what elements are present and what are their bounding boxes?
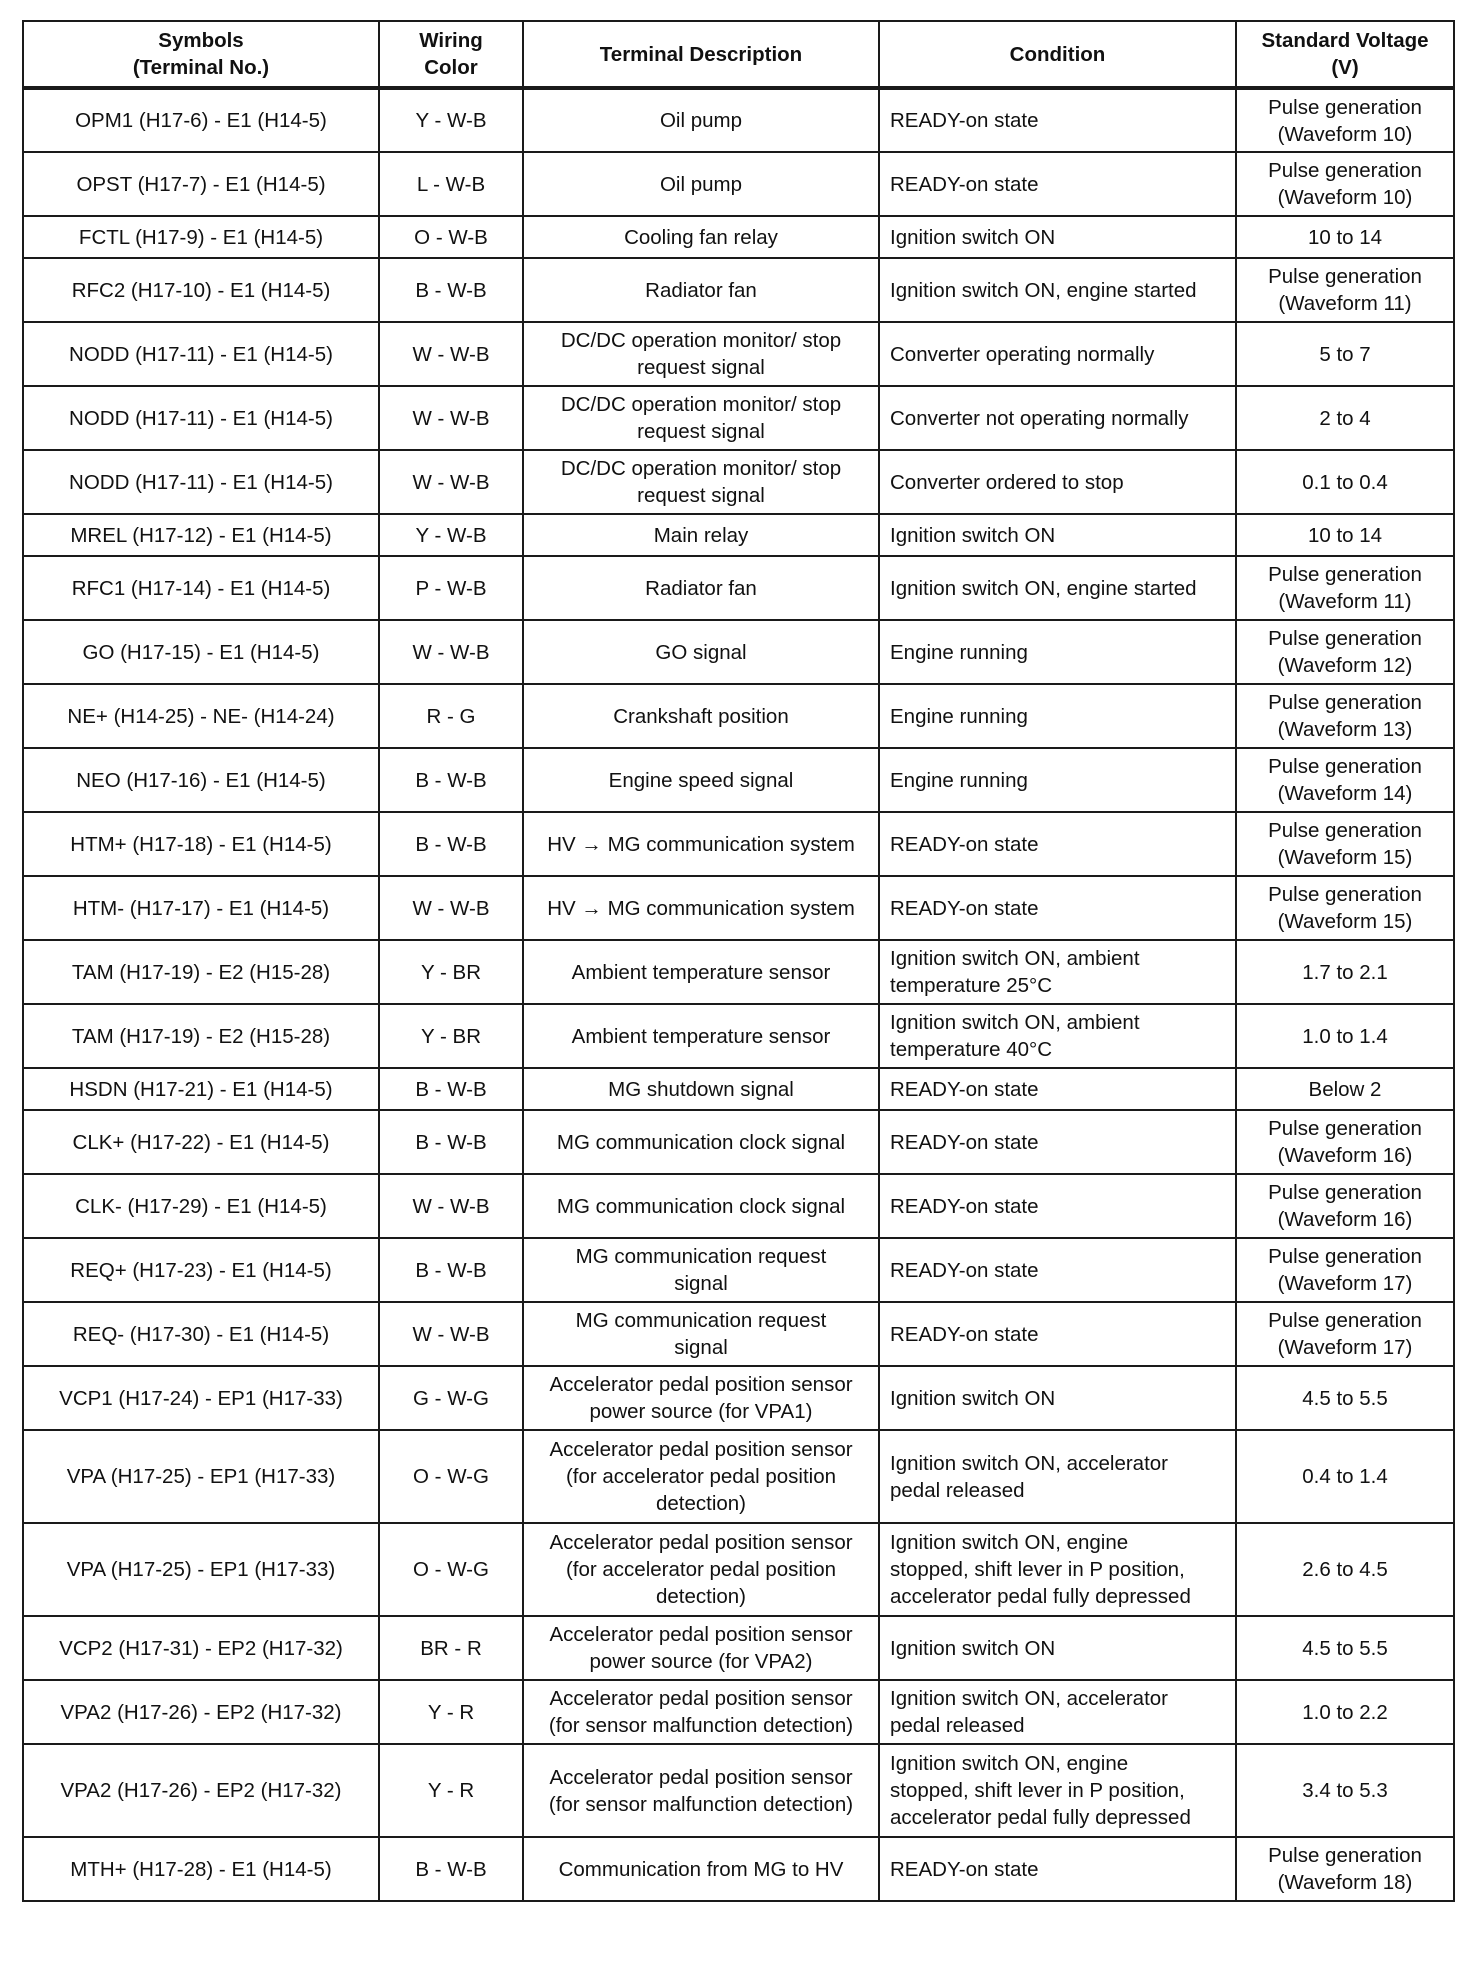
cell-terminal-description: MG shutdown signal (523, 1068, 879, 1110)
cell-terminal-description: HV → MG communication system (523, 876, 879, 940)
cell-standard-voltage: 0.1 to 0.4 (1236, 450, 1454, 514)
cell-symbols: TAM (H17-19) - E2 (H15-28) (23, 940, 379, 1004)
table-row (23, 876, 1454, 940)
cell-standard-voltage: 1.7 to 2.1 (1236, 940, 1454, 1004)
cell-wiring-color: W - W-B (379, 1302, 523, 1366)
table-row (23, 216, 1454, 258)
table-row (23, 152, 1454, 216)
cell-terminal-description: Cooling fan relay (523, 216, 879, 258)
cell-terminal-description: HV → MG communication system (523, 812, 879, 876)
table-row (23, 1302, 1454, 1366)
cell-terminal-description: Oil pump (523, 88, 879, 152)
cell-standard-voltage: 4.5 to 5.5 (1236, 1616, 1454, 1680)
cell-terminal-description: Accelerator pedal position sensor (for accelerator pedal position detection) (523, 1523, 879, 1616)
cell-symbols: HTM+ (H17-18) - E1 (H14-5) (23, 812, 379, 876)
cell-standard-voltage: Pulse generation (Waveform 17) (1236, 1302, 1454, 1366)
cell-standard-voltage: 5 to 7 (1236, 322, 1454, 386)
cell-condition: READY-on state (879, 1068, 1236, 1110)
table-row (23, 620, 1454, 684)
cell-wiring-color: Y - R (379, 1744, 523, 1837)
table-header (23, 21, 1454, 88)
cell-terminal-description: Oil pump (523, 152, 879, 216)
cell-symbols: VPA2 (H17-26) - EP2 (H17-32) (23, 1744, 379, 1837)
cell-wiring-color: R - G (379, 684, 523, 748)
cell-wiring-color: Y - BR (379, 1004, 523, 1068)
header-wiring-color: Wiring Color (379, 21, 523, 88)
cell-condition: Engine running (879, 748, 1236, 812)
cell-symbols: VPA (H17-25) - EP1 (H17-33) (23, 1430, 379, 1523)
cell-terminal-description: MG communication request signal (523, 1238, 879, 1302)
table-row (23, 1174, 1454, 1238)
table-row (23, 556, 1454, 620)
cell-symbols: MTH+ (H17-28) - E1 (H14-5) (23, 1837, 379, 1901)
cell-symbols: NODD (H17-11) - E1 (H14-5) (23, 450, 379, 514)
cell-symbols: TAM (H17-19) - E2 (H15-28) (23, 1004, 379, 1068)
cell-symbols: OPM1 (H17-6) - E1 (H14-5) (23, 88, 379, 152)
cell-condition: READY-on state (879, 876, 1236, 940)
cell-terminal-description: Accelerator pedal position sensor power source (for VPA2) (523, 1616, 879, 1680)
cell-standard-voltage: 10 to 14 (1236, 514, 1454, 556)
cell-wiring-color: W - W-B (379, 386, 523, 450)
cell-standard-voltage: 10 to 14 (1236, 216, 1454, 258)
cell-condition: Converter not operating normally (879, 386, 1236, 450)
header-terminal-description: Terminal Description (523, 21, 879, 88)
cell-symbols: MREL (H17-12) - E1 (H14-5) (23, 514, 379, 556)
table-row (23, 748, 1454, 812)
cell-terminal-description: MG communication clock signal (523, 1174, 879, 1238)
cell-standard-voltage: 3.4 to 5.3 (1236, 1744, 1454, 1837)
cell-symbols: NODD (H17-11) - E1 (H14-5) (23, 386, 379, 450)
cell-standard-voltage: Pulse generation (Waveform 11) (1236, 258, 1454, 322)
cell-symbols: NEO (H17-16) - E1 (H14-5) (23, 748, 379, 812)
header-symbols: Symbols (Terminal No.) (23, 21, 379, 88)
cell-condition: READY-on state (879, 1238, 1236, 1302)
cell-wiring-color: O - W-B (379, 216, 523, 258)
cell-condition: READY-on state (879, 1110, 1236, 1174)
table-row (23, 322, 1454, 386)
cell-standard-voltage: 2.6 to 4.5 (1236, 1523, 1454, 1616)
cell-symbols: VCP2 (H17-31) - EP2 (H17-32) (23, 1616, 379, 1680)
cell-standard-voltage: Pulse generation (Waveform 10) (1236, 88, 1454, 152)
cell-wiring-color: BR - R (379, 1616, 523, 1680)
table-row (23, 1238, 1454, 1302)
table-row (23, 1523, 1454, 1616)
cell-standard-voltage: Pulse generation (Waveform 15) (1236, 812, 1454, 876)
cell-terminal-description: DC/DC operation monitor/ stop request signal (523, 386, 879, 450)
table-row (23, 258, 1454, 322)
cell-standard-voltage: Pulse generation (Waveform 13) (1236, 684, 1454, 748)
cell-standard-voltage: 1.0 to 1.4 (1236, 1004, 1454, 1068)
header-row (23, 21, 1454, 88)
cell-terminal-description: MG communication request signal (523, 1302, 879, 1366)
cell-condition: Ignition switch ON, engine stopped, shift lever in P position, accelerator pedal fully depressed (879, 1523, 1236, 1616)
cell-standard-voltage: Pulse generation (Waveform 15) (1236, 876, 1454, 940)
cell-wiring-color: B - W-B (379, 1068, 523, 1110)
cell-wiring-color: P - W-B (379, 556, 523, 620)
cell-wiring-color: G - W-G (379, 1366, 523, 1430)
cell-symbols: CLK- (H17-29) - E1 (H14-5) (23, 1174, 379, 1238)
cell-standard-voltage: 4.5 to 5.5 (1236, 1366, 1454, 1430)
cell-standard-voltage: Pulse generation (Waveform 17) (1236, 1238, 1454, 1302)
cell-wiring-color: B - W-B (379, 812, 523, 876)
header-standard-voltage: Standard Voltage (V) (1236, 21, 1454, 88)
cell-symbols: FCTL (H17-9) - E1 (H14-5) (23, 216, 379, 258)
cell-terminal-description: Communication from MG to HV (523, 1837, 879, 1901)
cell-symbols: GO (H17-15) - E1 (H14-5) (23, 620, 379, 684)
cell-terminal-description: Accelerator pedal position sensor (for sensor malfunction detection) (523, 1680, 879, 1744)
cell-terminal-description: Ambient temperature sensor (523, 1004, 879, 1068)
cell-symbols: VPA2 (H17-26) - EP2 (H17-32) (23, 1680, 379, 1744)
table-row (23, 1680, 1454, 1744)
cell-condition: READY-on state (879, 1302, 1236, 1366)
cell-standard-voltage: 1.0 to 2.2 (1236, 1680, 1454, 1744)
cell-condition: Ignition switch ON, engine started (879, 556, 1236, 620)
cell-condition: READY-on state (879, 88, 1236, 152)
cell-standard-voltage: Pulse generation (Waveform 14) (1236, 748, 1454, 812)
cell-condition: Engine running (879, 684, 1236, 748)
cell-wiring-color: Y - W-B (379, 88, 523, 152)
cell-condition: Ignition switch ON, accelerator pedal released (879, 1430, 1236, 1523)
cell-terminal-description: MG communication clock signal (523, 1110, 879, 1174)
table-row (23, 1616, 1454, 1680)
cell-terminal-description: Radiator fan (523, 258, 879, 322)
cell-wiring-color: B - W-B (379, 1238, 523, 1302)
cell-terminal-description: Accelerator pedal position sensor (for accelerator pedal position detection) (523, 1430, 879, 1523)
cell-condition: Ignition switch ON (879, 216, 1236, 258)
cell-wiring-color: O - W-G (379, 1523, 523, 1616)
cell-symbols: REQ- (H17-30) - E1 (H14-5) (23, 1302, 379, 1366)
cell-condition: READY-on state (879, 1174, 1236, 1238)
cell-terminal-description: Ambient temperature sensor (523, 940, 879, 1004)
cell-terminal-description: Radiator fan (523, 556, 879, 620)
cell-standard-voltage: Pulse generation (Waveform 11) (1236, 556, 1454, 620)
cell-standard-voltage: Pulse generation (Waveform 16) (1236, 1110, 1454, 1174)
cell-terminal-description: Engine speed signal (523, 748, 879, 812)
cell-terminal-description: Main relay (523, 514, 879, 556)
cell-terminal-description: GO signal (523, 620, 879, 684)
cell-standard-voltage: 0.4 to 1.4 (1236, 1430, 1454, 1523)
cell-condition: READY-on state (879, 812, 1236, 876)
table-row (23, 88, 1454, 152)
cell-wiring-color: W - W-B (379, 450, 523, 514)
table-row (23, 450, 1454, 514)
cell-standard-voltage: Pulse generation (Waveform 16) (1236, 1174, 1454, 1238)
table-row (23, 1837, 1454, 1901)
cell-condition: Engine running (879, 620, 1236, 684)
cell-condition: Ignition switch ON, ambient temperature 25°C (879, 940, 1236, 1004)
cell-wiring-color: B - W-B (379, 1110, 523, 1174)
table-row (23, 514, 1454, 556)
cell-wiring-color: Y - W-B (379, 514, 523, 556)
cell-wiring-color: B - W-B (379, 748, 523, 812)
cell-wiring-color: W - W-B (379, 620, 523, 684)
cell-wiring-color: W - W-B (379, 322, 523, 386)
cell-symbols: HSDN (H17-21) - E1 (H14-5) (23, 1068, 379, 1110)
table-row (23, 812, 1454, 876)
cell-standard-voltage: Below 2 (1236, 1068, 1454, 1110)
cell-wiring-color: W - W-B (379, 876, 523, 940)
cell-condition: Ignition switch ON, engine stopped, shift lever in P position, accelerator pedal fully depressed (879, 1744, 1236, 1837)
cell-standard-voltage: 2 to 4 (1236, 386, 1454, 450)
cell-symbols: VCP1 (H17-24) - EP1 (H17-33) (23, 1366, 379, 1430)
cell-symbols: VPA (H17-25) - EP1 (H17-33) (23, 1523, 379, 1616)
table-row (23, 1744, 1454, 1837)
cell-condition: READY-on state (879, 152, 1236, 216)
cell-wiring-color: B - W-B (379, 1837, 523, 1901)
cell-symbols: RFC2 (H17-10) - E1 (H14-5) (23, 258, 379, 322)
cell-wiring-color: B - W-B (379, 258, 523, 322)
table-row (23, 1366, 1454, 1430)
cell-wiring-color: W - W-B (379, 1174, 523, 1238)
cell-wiring-color: Y - BR (379, 940, 523, 1004)
cell-symbols: NODD (H17-11) - E1 (H14-5) (23, 322, 379, 386)
table-row (23, 1004, 1454, 1068)
cell-condition: Ignition switch ON (879, 1366, 1236, 1430)
cell-symbols: OPST (H17-7) - E1 (H14-5) (23, 152, 379, 216)
cell-wiring-color: O - W-G (379, 1430, 523, 1523)
table-body (23, 88, 1454, 1901)
cell-condition: Converter ordered to stop (879, 450, 1236, 514)
cell-terminal-description: Accelerator pedal position sensor (for sensor malfunction detection) (523, 1744, 879, 1837)
cell-symbols: NE+ (H14-25) - NE- (H14-24) (23, 684, 379, 748)
cell-condition: Ignition switch ON, engine started (879, 258, 1236, 322)
terminal-voltage-table (22, 20, 1455, 1902)
table-row (23, 386, 1454, 450)
cell-condition: Ignition switch ON, ambient temperature 40°C (879, 1004, 1236, 1068)
header-condition: Condition (879, 21, 1236, 88)
cell-terminal-description: DC/DC operation monitor/ stop request signal (523, 322, 879, 386)
cell-terminal-description: Accelerator pedal position sensor power source (for VPA1) (523, 1366, 879, 1430)
cell-symbols: REQ+ (H17-23) - E1 (H14-5) (23, 1238, 379, 1302)
table-row (23, 1110, 1454, 1174)
cell-wiring-color: L - W-B (379, 152, 523, 216)
cell-wiring-color: Y - R (379, 1680, 523, 1744)
cell-terminal-description: DC/DC operation monitor/ stop request signal (523, 450, 879, 514)
cell-symbols: RFC1 (H17-14) - E1 (H14-5) (23, 556, 379, 620)
cell-condition: Ignition switch ON, accelerator pedal released (879, 1680, 1236, 1744)
cell-condition: READY-on state (879, 1837, 1236, 1901)
cell-condition: Ignition switch ON (879, 1616, 1236, 1680)
cell-symbols: HTM- (H17-17) - E1 (H14-5) (23, 876, 379, 940)
table-row (23, 684, 1454, 748)
table-row (23, 1068, 1454, 1110)
cell-standard-voltage: Pulse generation (Waveform 12) (1236, 620, 1454, 684)
cell-condition: Ignition switch ON (879, 514, 1236, 556)
cell-standard-voltage: Pulse generation (Waveform 10) (1236, 152, 1454, 216)
table-row (23, 1430, 1454, 1523)
cell-condition: Converter operating normally (879, 322, 1236, 386)
cell-standard-voltage: Pulse generation (Waveform 18) (1236, 1837, 1454, 1901)
table-row (23, 940, 1454, 1004)
cell-symbols: CLK+ (H17-22) - E1 (H14-5) (23, 1110, 379, 1174)
cell-terminal-description: Crankshaft position (523, 684, 879, 748)
